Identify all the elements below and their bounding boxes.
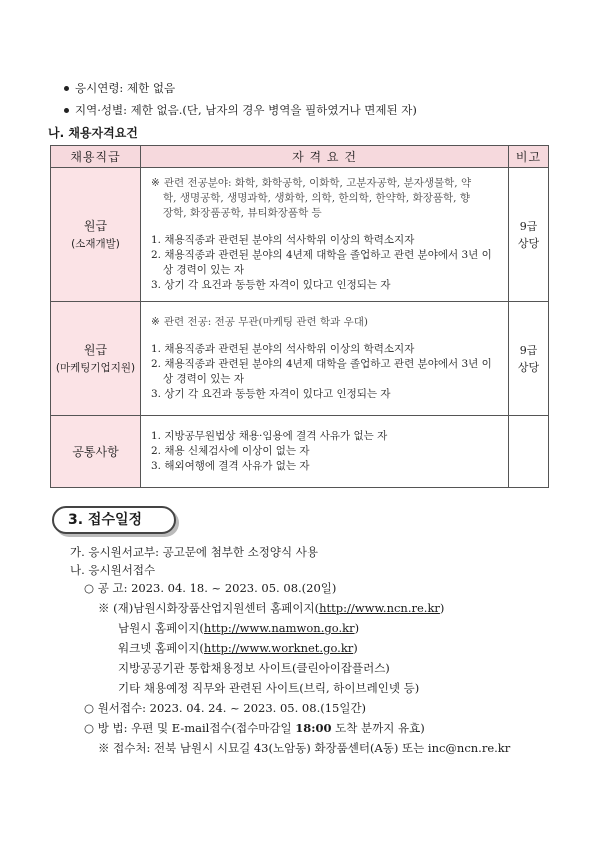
qualification-table <box>50 145 549 488</box>
list-item: 3. 상기 각 요건과 동등한 자격이 있다고 인정되는 자 <box>151 279 391 291</box>
list-item: 1. 채용직종과 관련된 분야의 석사학위 이상의 학력소지자 <box>151 343 415 355</box>
notice-period: ○ 공 고: 2023. 04. 18. ~ 2023. 05. 08.(20일) <box>84 581 337 595</box>
note-cell: 9급 상당 <box>509 168 549 302</box>
note-cell <box>509 416 549 488</box>
bullet-dot-icon <box>64 86 69 91</box>
rank-cell: 원급 (마케팅기업지원) <box>51 302 141 416</box>
notice-site-3: 워크넷 홈페이지(http://www.worknet.go.kr) <box>118 641 358 655</box>
list-item: 3. 상기 각 요건과 동등한 자격이 있다고 인정되는 자 <box>151 388 391 400</box>
section-title-badge: 3. 접수일정 <box>52 506 176 534</box>
related-major-note: ※ 관련 전공분야: 화학, 화학공학, 이화학, 고분자공학, 분자생물학, 약 학, 생명공학, 생명과학, 생화학, 의학, 한의학, 한약학, 화장품학, 향 장학, 화장품공학, 뷰티화장품학 등 <box>151 177 472 219</box>
list-item: 1. 채용직종과 관련된 분야의 석사학위 이상의 학력소지자 <box>151 234 415 246</box>
list-item: 2. 채용직종과 관련된 분야의 4년제 대학을 졸업하고 관련 분야에서 3년 이상 경력이 있는 자 <box>151 249 492 276</box>
notice-site-4: 지방공공기관 통합채용정보 사이트(클린아이잡플러스) <box>118 661 390 675</box>
list-item: 3. 해외여행에 결격 사유가 없는 자 <box>151 460 310 472</box>
header-requirements: 자 격 요 건 <box>141 146 509 168</box>
note-cell: 9급 상당 <box>509 302 549 416</box>
rank-cell: 공통사항 <box>51 416 141 488</box>
namwon-link[interactable]: http://www.namwon.go.kr <box>203 621 355 635</box>
list-item: 2. 채용직종과 관련된 분야의 4년제 대학을 졸업하고 관련 분야에서 3년 이상 경력이 있는 자 <box>151 358 492 385</box>
list-item: 1. 지방공무원법상 채용·임용에 결격 사유가 없는 자 <box>151 430 388 442</box>
bullet-region-gender: 지역·성별: 제한 없음.(단, 남자의 경우 병역을 필하였거나 면제된 자) <box>64 102 417 118</box>
table-row <box>51 302 549 416</box>
receipt-place: ※ 접수처: 전북 남원시 시묘길 43(노암동) 화장품센터(A동) 또는 inc@ncn.re.kr <box>98 741 511 755</box>
table-row <box>51 416 549 488</box>
application-form-line: 가. 응시원서교부: 공고문에 첨부한 소정양식 사용 <box>70 545 318 559</box>
application-receipt-heading: 나. 응시원서접수 <box>70 563 156 577</box>
notice-site-1: ※ (재)남원시화장품산업지원센터 홈페이지(http://www.ncn.re.kr) <box>98 601 445 615</box>
requirements-cell <box>141 168 509 302</box>
requirements-cell <box>141 416 509 488</box>
header-note: 비고 <box>509 146 549 168</box>
ncn-link[interactable]: http://www.ncn.re.kr <box>319 601 440 615</box>
table-row <box>51 168 549 302</box>
notice-site-5: 기타 채용예정 직무와 관련된 사이트(브릭, 하이브레인넷 등) <box>118 681 420 695</box>
related-major-note: ※ 관련 전공: 전공 무관(마케팅 관련 학과 우대) <box>151 316 368 328</box>
worknet-link[interactable]: http://www.worknet.go.kr <box>203 641 354 655</box>
receipt-method: ○ 방 법: 우편 및 E-mail접수(접수마감일 18:00 도착 분까지 유효) <box>84 721 425 735</box>
header-rank: 채용직급 <box>51 146 141 168</box>
table-header-row <box>51 146 549 168</box>
bullet-age: 응시연령: 제한 없음 <box>64 80 175 96</box>
receipt-period: ○ 원서접수: 2023. 04. 24. ~ 2023. 05. 08.(15일간) <box>84 701 367 715</box>
sub-heading-qualification: 나. 채용자격요건 <box>48 126 138 140</box>
rank-cell: 원급 (소재개발) <box>51 168 141 302</box>
requirements-cell <box>141 302 509 416</box>
notice-site-2: 남원시 홈페이지(http://www.namwon.go.kr) <box>118 621 360 635</box>
bullet-dot-icon <box>64 108 69 113</box>
list-item: 2. 채용 신체검사에 이상이 없는 자 <box>151 445 310 457</box>
